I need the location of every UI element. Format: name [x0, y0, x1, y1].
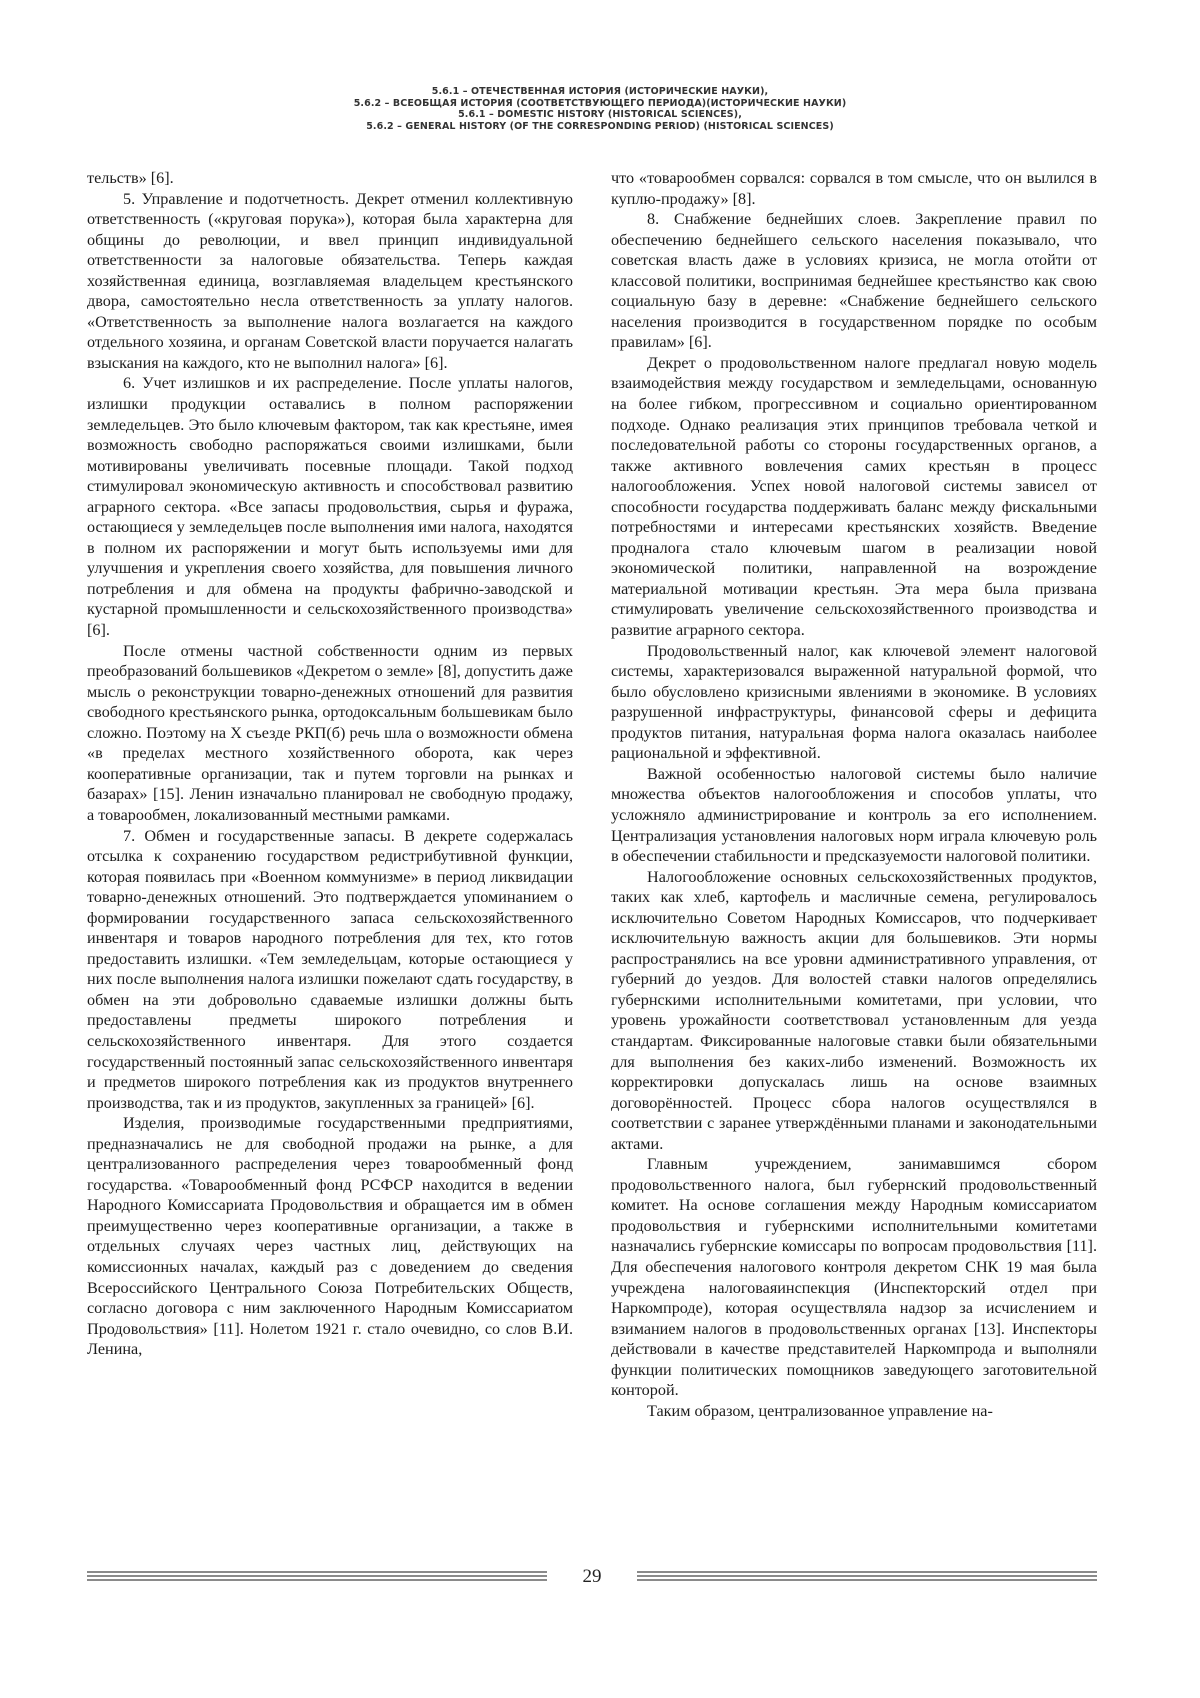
- page-footer: [87, 1567, 1097, 1589]
- header-line-4: 5.6.2 – GENERAL HISTORY (OF THE CORRESPONDING PERIOD) (HISTORICAL SCIENCES): [366, 120, 834, 132]
- header-line-1: 5.6.1 – ОТЕЧЕСТВЕННАЯ ИСТОРИЯ (ИСТОРИЧЕСКИЕ НАУКИ),: [431, 86, 769, 97]
- paragraph: тельств» [6].: [87, 169, 174, 187]
- paragraph: что «товарообмен сорвался: сорвался в том смысле, что он вылился в куплю-продажу» [8].: [611, 169, 1097, 208]
- header-line-3: 5.6.1 – DOMESTIC HISTORY (HISTORICAL SCIENCES),: [458, 109, 742, 120]
- page-number: 29: [582, 1566, 602, 1587]
- paragraph: Таким образом, централизованное управление на-: [647, 1401, 993, 1420]
- paragraph: Декрет о продовольственном налоге предлагал новую модель взаимодействия между государством и земледельцами, основанную на более гибком, прогрессивном и социально ориентированном подходе. Однако реализация этих принципов требовала четкой и последовательной работы со стороны государственных органов, а также активного вовлечения самих крестьян в процесс налогообложения. Успех новой налоговой системы зависел от способности государства поддерживать баланс между фискальными потребностями и интересами крестьянских хозяйств. Введение продналога стало ключевым шагом в реализации новой экономической политики, направленной на возрождение материальной мотивации крестьян. Эта мера была призвана стимулировать увеличение сельскохозяйственного производства и развитие аграрного сектора.: [611, 353, 1097, 640]
- paragraph: Главным учреждением, занимавшимся сбором продовольственного налога, был губернский продовольственный комитет. На основе соглашения между Народным комиссариатом продовольствия и губернскими исполнительными комитетами назначались губернские комиссары по вопросам продовольствия [11]. Для обеспечения налогового контроля декретом СНК 19 мая была учреждена налоговаяинспекция (Инспекторский отдел при Наркомпроде), которая осуществляла надзор за исчислением и взиманием налогов в продовольственных органах [13]. Инспекторы действовали в качестве представителей Наркомпрода и выполняли функции политических помощников заведующего заготовительной конторой.: [611, 1155, 1097, 1400]
- paragraph: После отмены частной собственности одним из первых преобразований большевиков «Декретом о земле» [8], допустить даже мысль о реконструкции товарно-денежных отношений для развития свободного крестьянского рынка, ортодоксальным большевикам было сложно. Поэтому на X съезде РКП(б) речь шла о возможности обмена «в пределах местного хозяйственного оборота, как через кооперативные организации, так и путем торговли на рынках и базарах» [15]. Ленин изначально планировал не свободную продажу, а товарообмен, локализованный местными рамками.: [87, 641, 573, 824]
- paragraph: Налогообложение основных сельскохозяйственных продуктов, таких как хлеб, картофель и масличные семена, регулировалось исключительно Советом Народных Комиссаров, что подчеркивает исключительную важность акции для большевиков. Эти нормы распространялись на все уровни административного управления, от губерний до уездов. Для волостей ставки налогов определялись губернскими исполнительными комитетами, при условии, что уровень урожайности соответствовал установленным для уезда стандартам. Фиксированные налоговые ставки были обязательными для выполнения без каких-либо изменений. Возможность их корректировки допускалась лишь на основе взаимных договорённостей. Процесс сбора налогов осуществлялся в соответствии с заранее утверждёнными планами и законодательными актами.: [611, 867, 1097, 1153]
- paragraph: 5. Управление и подотчетность. Декрет отменил коллективную ответственность («круговая порука»), которая была характерна для общины до революции, и ввел принцип индивидуальной ответственности за налоговые обязательства. Теперь каждая хозяйственная единица, возглавляемая владельцем крестьянского двора, самостоятельно несла ответственность за уплату налогов. «Ответственность за выполнение налога возлагается на каждого отдельного хозяина, и органам Советской власти поручается налагать взыскания на каждого, кто не выполнил налога» [6].: [87, 189, 573, 372]
- journal-header: [0, 86, 1200, 132]
- right-column: [611, 168, 1097, 1421]
- paragraph: 8. Снабжение беднейших слоев. Закрепление правил по обеспечению беднейшего сельского населения показывало, что советская власть даже в условиях кризиса, не могла отойти от классовой политики, воспринимая беднейшее крестьянство как свою социальную базу в деревне: «Снабжение беднейшего сельского населения производится в государственном порядке по особым правилам» [6].: [611, 210, 1097, 352]
- left-column: [87, 168, 573, 1360]
- paragraph: Изделия, производимые государственными предприятиями, предназначались не для свободной продажи на рынке, а для централизованного распределения через товарообменный фонд государства. «Товарообменный фонд РСФСР находится в ведении Народного Комиссариата Продовольствия и обращается им в обмен преимущественно через кооперативные организации, а также в отдельных случаях через частных лиц, действующих на комиссионных началах, каждый раз с доведением до сведения Всероссийского Центрального Союза Потребительских Обществ, согласно договора с ним заключенного Народным Комиссариатом Продовольствия» [11]. Нолетом 1921 г. стало очевидно, со слов В.И. Ленина,: [87, 1114, 573, 1359]
- paragraph: Продовольственный налог, как ключевой элемент налоговой системы, характеризовался выраженной натуральной формой, что было обусловлено кризисными явлениями в экономике. В условиях разрушенной инфраструктуры, финансовой сферы и дефицита продуктов питания, натуральная форма налога оказалась наиболее рациональной и эффективной.: [611, 641, 1097, 763]
- paragraph: 7. Обмен и государственные запасы. В декрете содержалась отсылка к сохранению государством редистрибутивной функции, которая появилась при «Военном коммунизме» в период ликвидации товарно-денежных отношений. Это подтверждается упоминанием о формировании государственного запаса сельскохозяйственного инвентаря и товаров народного потребления для тех, кто готов предоставить излишки. «Тем земледельцам, которые остающиеся у них после выполнения налога излишки пожелают сдать государству, в обмен на эти добровольно сдаваемые излишки должны быть предоставлены предметы широкого потребления и сельскохозяйственного инвентаря. Для этого создается государственный постоянный запас сельскохозяйственного инвентаря и предметов широкого потребления как из продуктов внутреннего производства, так и из продуктов, закупленных за границей» [6].: [87, 826, 573, 1112]
- paragraph: Важной особенностью налоговой системы было наличие множества объектов налогообложения и способов уплаты, что усложняло администрирование и контроль за его исполнением. Централизация установления налоговых норм играла ключевую роль в обеспечении стабильности и предсказуемости налоговой политики.: [611, 764, 1097, 866]
- footer-rule-right: [637, 1571, 1097, 1581]
- paragraph: 6. Учет излишков и их распределение. После уплаты налогов, излишки продукции оставались в полном распоряжении земледельцев. Это было ключевым фактором, так как крестьяне, имея возможность свободно распоряжаться своими излишками, были мотивированы увеличивать посевные площади. Такой подход стимулировал экономическую активность и способствовал развитию аграрного сектора. «Все запасы продовольствия, сырья и фуража, остающиеся у земледельцев после выполнения ими налога, находятся в полном их распоряжении и могут быть используемы ими для улучшения и укрепления своего хозяйства, для повышения личного потребления и для обмена на продукты фабрично-заводской и кустарной промышленности и сельскохозяйственного производства» [6].: [87, 374, 573, 640]
- footer-rule-left: [87, 1571, 547, 1581]
- header-line-2: 5.6.2 – ВСЕОБЩАЯ ИСТОРИЯ (СООТВЕТСТВУЮЩЕГО ПЕРИОДА)(ИСТОРИЧЕСКИЕ НАУКИ): [353, 97, 847, 109]
